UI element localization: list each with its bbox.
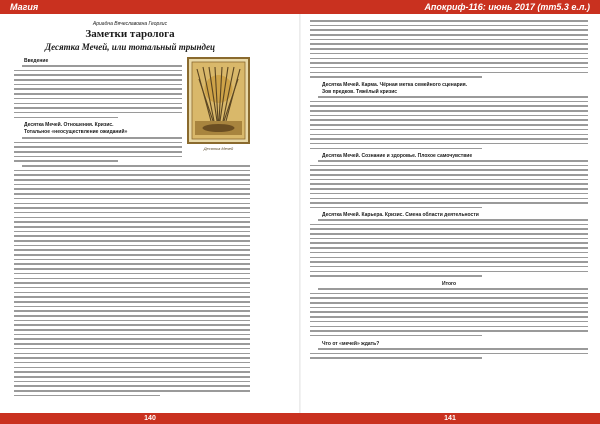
left-running-header: Магия [0, 0, 300, 14]
left-page-number: 140 [0, 413, 300, 424]
ten-of-swords-icon [189, 59, 248, 142]
body-text-relationships-b [14, 165, 250, 399]
article-subtitle: Десятка Мечей, или тотальный трындец [45, 42, 215, 52]
right-running-header: Апокриф-116: июнь 2017 (тт5.3 е.л.) [300, 0, 600, 14]
body-text-career [310, 219, 588, 280]
body-text-relationships-a [14, 137, 182, 165]
body-text-continued [310, 20, 588, 81]
article-title: Заметки таролога [85, 28, 175, 40]
body-text-karma [310, 96, 588, 152]
body-text-intro [14, 65, 182, 121]
section-heading-karma: Десятка Мечей. Карма. Чёрная метка семейного сценария. [322, 82, 468, 88]
section-heading-relationships: Десятка Мечей. Отношения. Кризис. [24, 122, 114, 128]
section-heading-summary: Итого [442, 281, 457, 287]
section-heading-introduction: Введение [24, 58, 49, 64]
right-page [300, 0, 600, 424]
body-text-what-to-expect [310, 348, 588, 362]
tarot-card-caption: Десятка Мечей [203, 146, 234, 151]
body-text-health [310, 160, 588, 212]
section-heading-ancestors: Зов предков. Тяжёлый кризис [322, 89, 398, 95]
section-heading-unfulfilled-expectations: Тотальное «неосуществление ожиданий» [24, 129, 128, 135]
right-page-number: 141 [300, 413, 600, 424]
body-text-summary [310, 288, 588, 340]
section-heading-health: Десятка Мечей. Сознание и здоровье. Плохое самочувствие [322, 153, 473, 159]
section-heading-what-to-expect: Что от «мечей» ждать? [322, 341, 380, 347]
tarot-card-image [187, 57, 250, 144]
article-author: Ариадна Вячеславовна Георгис [92, 21, 168, 27]
section-heading-career: Десятка Мечей. Карьера. Кризис. Смена области деятельности [322, 212, 479, 218]
